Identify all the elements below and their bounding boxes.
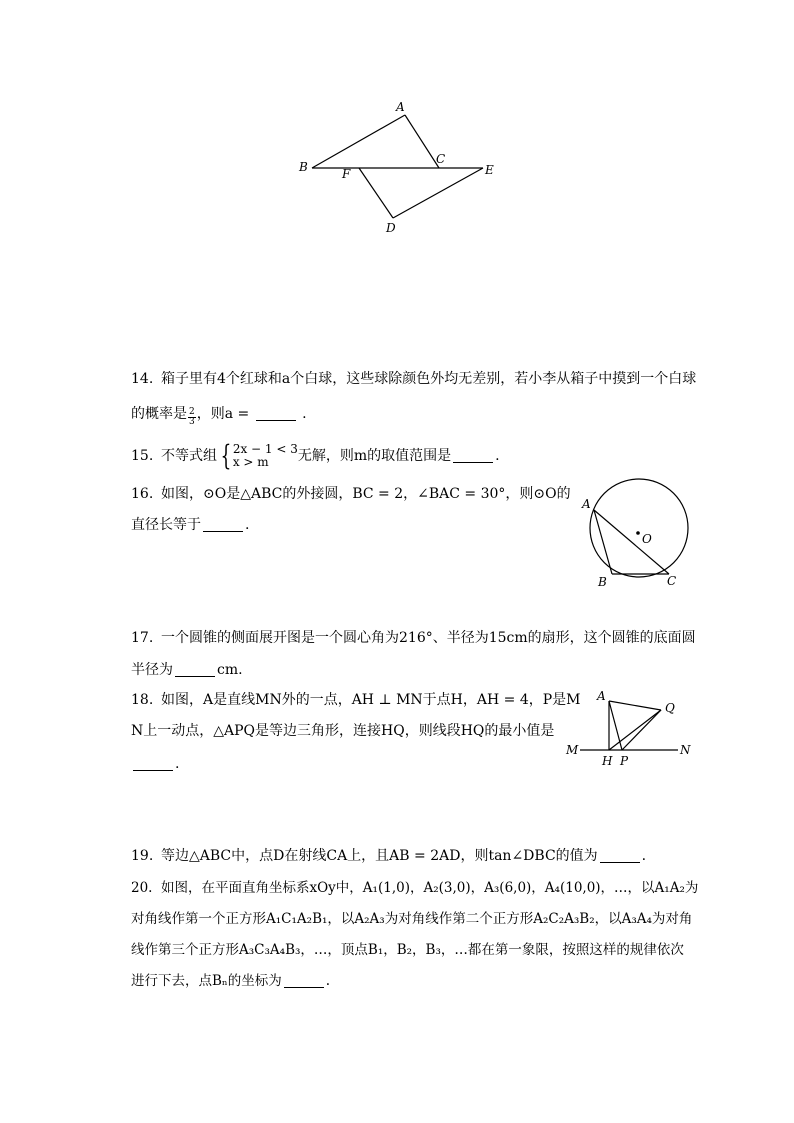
question-text: 进行下去，点Bₙ的坐标为 <box>131 973 282 989</box>
question-text: 如图，在平面直角坐标系xOy中，A₁(1,0)，A₂(3,0)，A₃(6,0)，A₄(10,0)，…，以A₁A₂为 <box>161 880 699 896</box>
question-14 <box>131 369 696 389</box>
label-H: H <box>602 754 613 767</box>
question-17-line2 <box>131 660 243 680</box>
period: . <box>245 517 250 533</box>
inequality-system: 2x − 1 < 3 x > m <box>232 442 298 469</box>
question-text: 的概率是 <box>131 406 187 422</box>
question-19 <box>131 846 646 866</box>
answer-blank[interactable] <box>453 448 493 463</box>
label-B: B <box>299 160 308 174</box>
question-number: 19. <box>131 848 154 864</box>
label-P: P <box>620 754 629 767</box>
question-18-line3 <box>131 754 179 774</box>
figure-line-mn <box>562 685 697 767</box>
period: . <box>495 448 500 464</box>
question-number: 20. <box>131 880 153 896</box>
brace-symbol: { <box>220 439 232 472</box>
label-C: C <box>436 152 446 166</box>
question-17 <box>131 628 696 648</box>
question-20 <box>131 878 698 898</box>
answer-blank[interactable] <box>203 517 243 532</box>
question-number: 18. <box>131 692 154 708</box>
label-C: C <box>667 574 677 588</box>
label-A: A <box>396 100 405 114</box>
period: . <box>325 973 331 989</box>
question-20-line2 <box>131 909 692 929</box>
fraction: $\frac{2}{3}$ <box>189 407 195 427</box>
question-text: 箱子里有4个红球和a个白球，这些球除颜色外均无差别，若小李从箱子中摸到一个白球 <box>161 371 697 387</box>
answer-blank[interactable] <box>175 662 215 677</box>
question-text: 如图，A是直线MN外的一点，AH ⊥ MN于点H，AH = 4，P是M <box>161 692 581 708</box>
figure-triangles <box>290 95 510 240</box>
answer-blank[interactable] <box>256 406 296 421</box>
question-text: N上一动点，△APQ是等边三角形，连接HQ，则线段HQ的最小值是 <box>131 723 555 739</box>
answer-blank[interactable] <box>133 756 173 771</box>
question-14-line2 <box>131 404 307 427</box>
label-M: M <box>566 743 579 757</box>
label-N: N <box>680 743 691 757</box>
question-text: cm. <box>217 662 243 678</box>
question-16 <box>131 484 571 504</box>
question-number: 16. <box>131 486 154 502</box>
label-A: A <box>597 689 606 703</box>
question-18-line2 <box>131 721 554 741</box>
question-text: 半径为 <box>131 662 173 678</box>
label-D: D <box>386 221 396 235</box>
question-text: 等边△ABC中，点D在射线CA上，且AB = 2AD，则tan∠DBC的值为 <box>161 848 598 864</box>
question-number: 17. <box>131 630 154 646</box>
period: . <box>302 406 307 422</box>
question-number: 14. <box>131 371 154 387</box>
question-text: 一个圆锥的侧面展开图是一个圆心角为216°、半径为15cm的扇形，这个圆锥的底面圆 <box>161 630 696 646</box>
answer-blank[interactable] <box>284 973 324 988</box>
answer-blank[interactable] <box>600 848 640 863</box>
label-Q: Q <box>665 701 675 715</box>
question-text: 直径长等于 <box>131 517 201 533</box>
question-20-line3 <box>131 940 684 960</box>
period: . <box>641 848 647 864</box>
figure-circle <box>575 478 700 593</box>
period: . <box>175 756 180 772</box>
label-F: F <box>342 167 351 181</box>
question-text: 不等式组 <box>161 448 217 464</box>
question-text: ，则a = <box>196 406 250 422</box>
label-A: A <box>582 497 591 511</box>
question-18 <box>131 690 581 710</box>
question-20-line4 <box>131 971 330 991</box>
label-B: B <box>598 575 607 589</box>
label-O: O <box>642 532 652 546</box>
label-E: E <box>485 163 494 177</box>
question-text: 对角线作第一个正方形A₁C₁A₂B₁，以A₂A₃为对角线作第二个正方形A₂C₂A₃B₂，以A₃A₄为对角 <box>131 911 693 927</box>
question-16-line2 <box>131 515 249 535</box>
question-text: 如图，⊙O是△ABC的外接圆，BC = 2，∠BAC = 30°，则⊙O的 <box>161 486 571 502</box>
question-15 <box>131 439 500 472</box>
question-number: 15. <box>131 448 154 464</box>
question-text: 无解，则m的取值范围是 <box>297 448 452 464</box>
question-text: 线作第三个正方形A₃C₃A₄B₃，…，顶点B₁，B₂，B₃，…都在第一象限，按照这样的规律依次 <box>131 942 684 958</box>
